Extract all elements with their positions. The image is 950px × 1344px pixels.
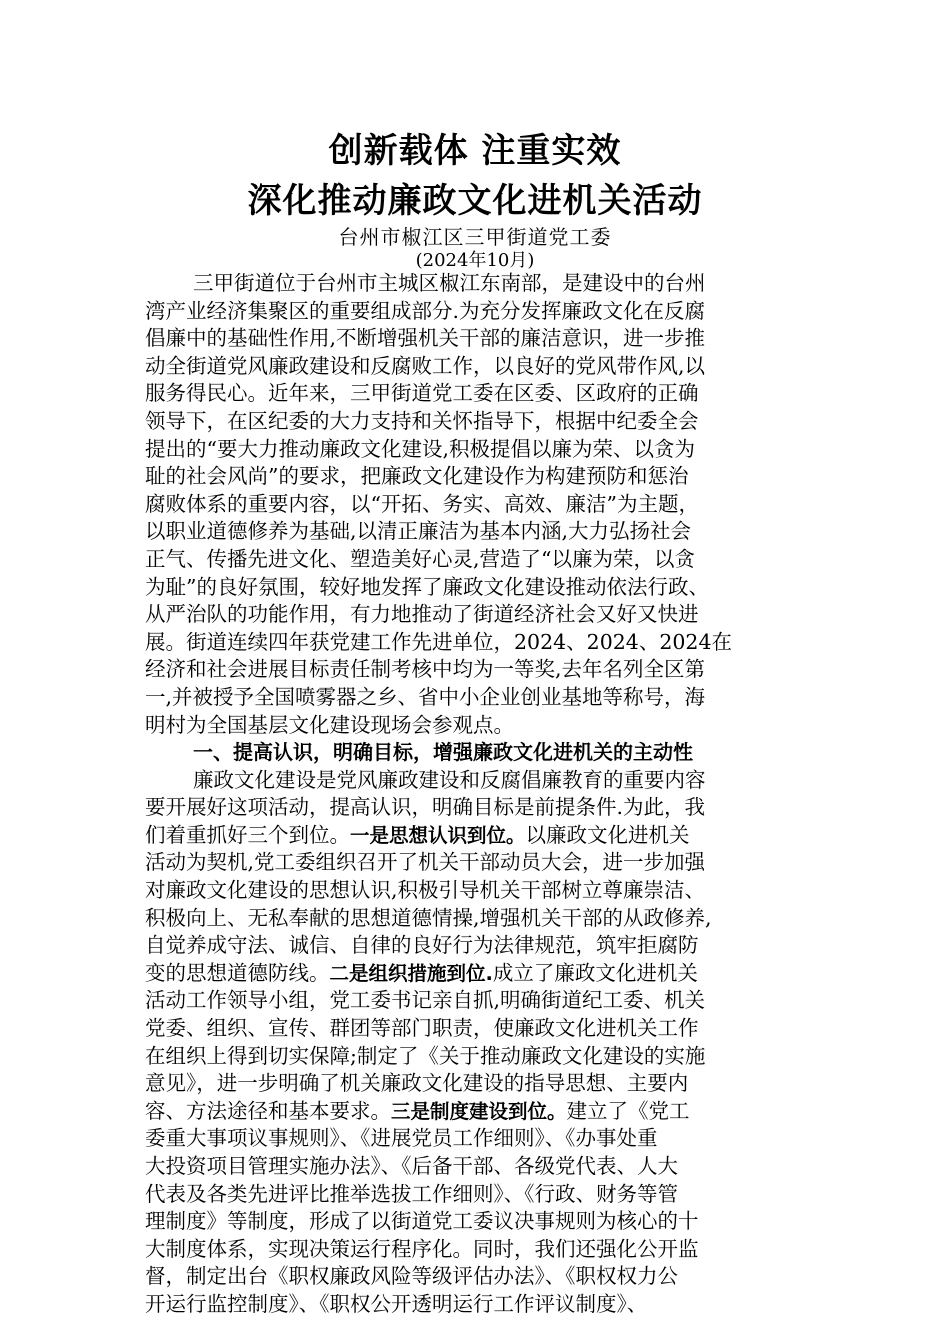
body-line: 活动工作领导小组，党工委书记亲自抓,明确街道纪工委、机关 [145,988,706,1013]
body-line: 活动为契机,党工委组织召开了机关干部动员大会，进一步加强 [145,850,706,875]
body-line: 意见》，进一步明确了机关廉政文化建设的指导思想、主要内 [145,1071,689,1096]
body-line: 开运行监控制度》、《职权公开透明运行工作评议制度》、 [145,1291,648,1316]
body-line: 代表及各类先进评比推举选拔工作细则》、《行政、财务等管 [145,1181,678,1206]
body-line: 为耻”的良好氛围，较好地发挥了廉政文化建设推动依法行政、 [145,574,709,599]
document-title-line1: 创新载体 注重实效 [328,131,622,171]
body-line-text: 变的思想道德防线。 [145,960,330,985]
body-line: 要开展好这项活动，提高认识，明确目标是前提条件.为此，我 [145,795,706,820]
section-heading: 一、提高认识，明确目标，增强廉政文化进机关的主动性 [193,740,693,765]
body-line: 提出的“要大力推动廉政文化建设,积极提倡以廉为荣、以贪为 [145,436,695,461]
body-line: 湾产业经济集聚区的重要组成部分.为充分发挥廉政文化在反腐 [145,298,706,323]
document-organization: 台州市椒江区三甲街道党工委 [338,225,612,249]
body-line: 正气、传播先进文化、塑造美好心灵,营造了“以廉为荣，以贪 [145,546,695,571]
body-line: 委重大事项议事规则》、《进展党员工作细则》、《办事处重 [145,1126,658,1151]
emphasis-text: 一是思想认识到位。 [350,823,526,847]
body-line: 大投资项目管理实施办法》、《后备干部、各级党代表、人大 [145,1154,678,1178]
body-line: 积极向上、无私奉献的思想道德情操,增强机关干部的从政修养, [145,905,712,930]
body-line: 耻的社会风尚”的要求，把廉政文化建设作为构建预防和惩治 [145,464,689,489]
body-line: 三甲街道位于台州市主城区椒江东南部，是建设中的台州 [193,271,706,295]
document-date: (2024年10月) [415,250,535,271]
body-line: 展。街道连续四年获党建工作先进单位，2024、2024、2024在 [145,629,733,654]
body-line: 倡廉中的基础性作用,不断增强机关干部的廉洁意识，进一步推 [145,326,706,351]
body-line: 服务得民心。近年来，三甲街道党工委在区委、区政府的正确 [145,381,699,406]
body-line: 党委、组织、宣传、群团等部门职责，使廉政文化进机关工作 [145,1016,699,1041]
body-line-text: 成立了廉政文化进机关 [492,960,698,985]
body-line: 明村为全国基层文化建设现场会参观点。 [145,712,514,737]
body-line: 一,并被授予全国喷雾器之乡、省中小企业创业基地等称号，海 [145,684,706,709]
body-line: 廉政文化建设是党风廉政建设和反腐倡廉教育的重要内容 [193,767,706,792]
body-line: 以职业道德修养为基础,以清正廉洁为基本内涵,大力弘扬社会 [145,519,692,544]
emphasis-text: 三是制度建设到位。 [391,1099,567,1123]
body-line: 腐败体系的重要内容，以“开拓、务实、高效、廉洁”为主题， [145,491,699,516]
body-line: 领导下，在区纪委的大力支持和关怀指导下，根据中纪委全会 [145,408,699,433]
body-line-text: 建立了《党工 [566,1098,690,1123]
body-line: 动全街道党风廉政建设和反腐败工作，以良好的党风带作风,以 [145,353,706,378]
body-line: 理制度》等制度，形成了以街道党工委议决事规则为核心的十 [145,1209,699,1234]
document-title-line2: 深化推动廉政文化进机关活动 [247,181,703,221]
body-line: 自觉养成守法、诚信、自律的良好行为法律规范，筑牢拒腐防 [145,933,699,958]
body-line-text: 们着重抓好三个到位。 [145,822,350,847]
body-line: 对廉政文化建设的思想认识,积极引导机关干部树立尊廉崇洁、 [145,878,706,903]
body-line: 从严治队的功能作用，有力地推动了街道经济社会又好又快进 [145,602,699,627]
body-line: 经济和社会进展目标责任制考核中均为一等奖,去年名列全区第 [145,657,706,682]
body-line: 大制度体系，实现决策运行程序化。同时，我们还强化公开监 [145,1236,699,1261]
body-line [145,1098,825,1126]
body-line [145,960,825,988]
body-line-text: 容、方法途径和基本要求。 [145,1098,391,1123]
emphasis-text: 二是组织措施到位. [329,961,493,985]
body-line-text: 以廉政文化进机关 [525,822,690,847]
body-line [145,822,825,850]
body-line: 在组织上得到切实保障;制定了《关于推动廉政文化建设的实施 [145,1043,706,1068]
document-body [145,270,825,1319]
body-line: 督，制定出台《职权廉政风险等级评估办法》、《职权权力公 [145,1264,678,1289]
